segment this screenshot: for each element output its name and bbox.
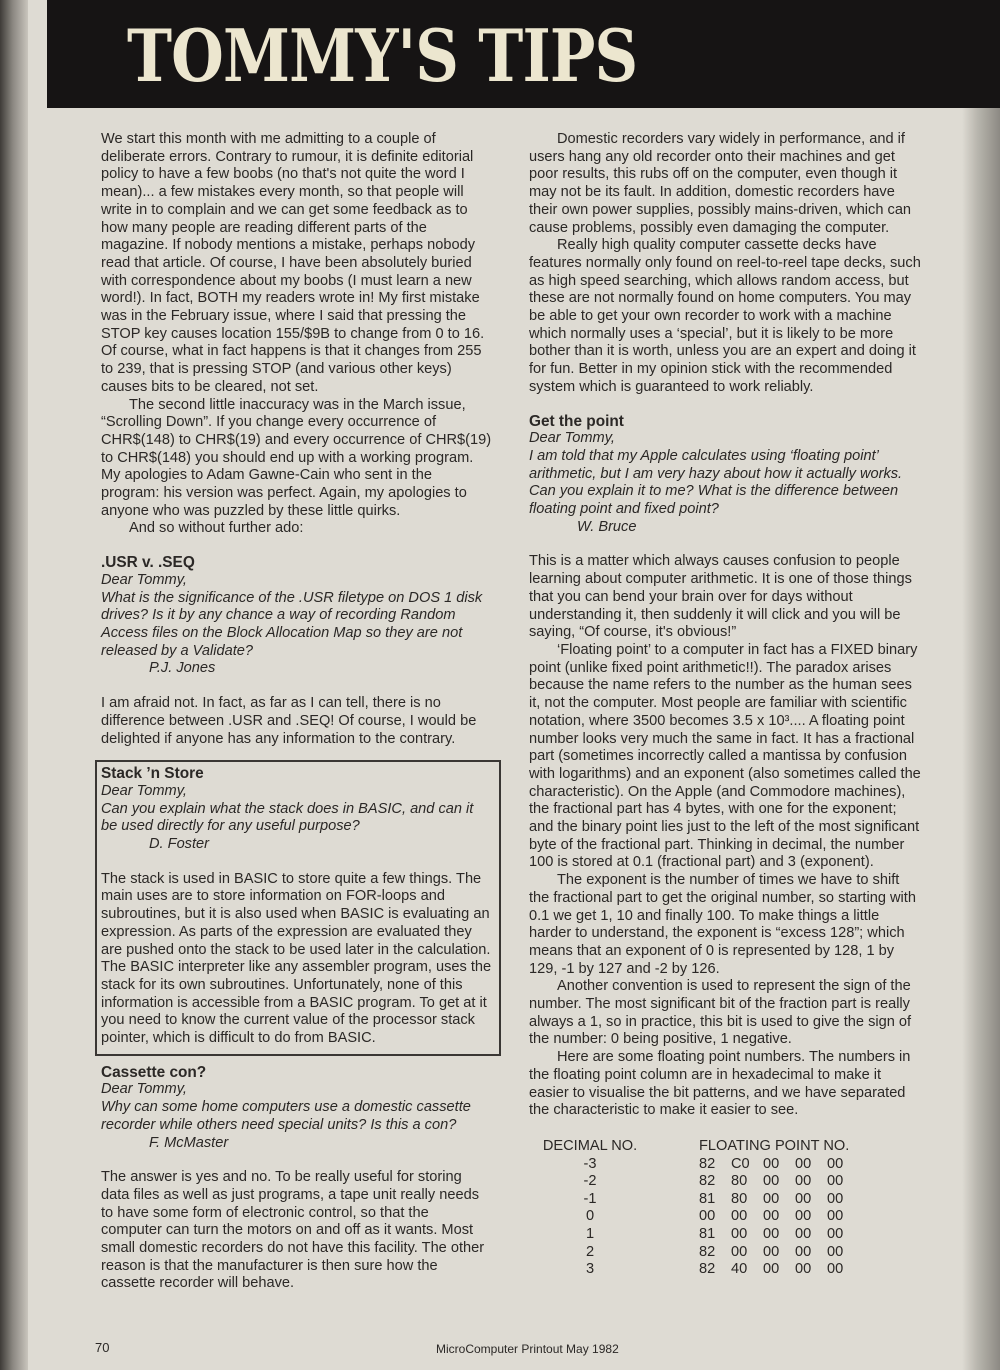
column-header: DECIMAL NO.	[542, 1137, 638, 1154]
hex-byte-cell: 00	[763, 1243, 780, 1260]
table-row	[529, 1156, 859, 1174]
hex-byte-cell: 00	[763, 1261, 780, 1278]
cassette-letter-section	[101, 1064, 493, 1293]
reader-signature: D. Foster	[149, 836, 210, 853]
decimal-cell: 3	[585, 1261, 595, 1278]
hex-byte-cell: 00	[795, 1208, 812, 1225]
hex-byte-cell: 00	[827, 1225, 844, 1242]
table-header-row	[529, 1138, 859, 1156]
hex-byte-cell: 00	[827, 1208, 844, 1225]
answer-paragraph: Another convention is used to represent the sign of the number. The most significant bit of the fraction part is really always a 1, so in practice, this bit is used to give the sign of the number: 0 being positive, 1 negative.	[529, 978, 912, 1048]
hex-byte-cell: 80	[731, 1173, 748, 1190]
reader-question: Can you explain what the stack does in BASIC, and can it be used directly for any useful purpose?	[101, 800, 474, 835]
hex-byte-cell: 81	[699, 1190, 716, 1207]
decimal-cell: -1	[583, 1190, 597, 1207]
table-row	[529, 1226, 859, 1244]
hex-byte-cell: 00	[763, 1173, 780, 1190]
hex-byte-cell: 82	[699, 1243, 716, 1260]
section-heading: Get the point	[529, 412, 624, 430]
hex-byte-cell: 00	[763, 1225, 780, 1242]
magazine-credit: MicroComputer Printout May 1982	[436, 1342, 619, 1356]
hex-byte-cell: 00	[827, 1173, 844, 1190]
answer-paragraph: The answer is yes and no. To be really useful for storing data files as well as just programs, a tape unit really needs to have some form of electronic control, so that the computer can turn the motors on and off as it wants. Most small domestic recorders do not have this facility. The other reason is that the manufacturer is then sure how the cassette recorder will behave.	[101, 1169, 485, 1292]
intro-paragraph: The second little inaccuracy was in the March issue, “Scrolling Down”. If you change every occurrence of CHR$(148) to CHR$(19) and every occurrence of CHR$(19) to CHR$(148) you should end up with a working program. My apologies to Adam Gawne-Cain who sent in the program: his version was perfect. Again, my apologies to anyone who was puzzled by these little quirks.	[101, 396, 492, 519]
hex-byte-cell: 00	[795, 1261, 812, 1278]
table-row	[529, 1244, 859, 1262]
section-heading: .USR v. .SEQ	[101, 554, 195, 572]
answer-paragraph: The stack is used in BASIC to store quite a few things. The main uses are to store information on FOR-loops and subroutines, but it is also used when BASIC is evaluating an expression. As parts of the expression are evaluated they are pushed onto the stack to be used later in the calculation. The BASIC interpreter like any assembler program, uses the stack for its own subroutines. Unfortunately, none of this information is accessible from a BASIC program. To get at it you need to know the current value of the processor stack pointer, which is difficult to do from BASIC.	[101, 870, 492, 1047]
header-banner	[47, 0, 1000, 108]
reader-signature: W. Bruce	[577, 518, 637, 535]
hex-byte-cell: 00	[699, 1208, 716, 1225]
hex-byte-cell: 81	[699, 1225, 716, 1242]
hex-byte-cell: 00	[795, 1225, 812, 1242]
floating-point-table	[529, 1138, 859, 1279]
answer-paragraph: Really high quality computer cassette decks have features normally only found on reel-to-reel tape decks, such as high speed searching, which allows random access, but these are not normally found on home computers. You may be able to get your own recorder to work with a machine which normally uses a ‘special’, but it is likely to be more bother than it is worth, unless you are an expert and doing it for fun. Better in my opinion stick with the recommended system which is guaranteed to work reliably.	[529, 237, 921, 395]
answer-paragraph: Domestic recorders vary widely in performance, and if users hang any old recorder onto their machines and get poor results, this rubs off on the computer, even though it may not be its fault. In addition, domestic recorders have their own power supplies, possibly mains-driven, which can cause problems, possibly even damaging the computer.	[529, 131, 912, 236]
usr-letter-section	[101, 554, 493, 748]
reader-question: What is the significance of the .USR filetype on DOS 1 disk drives? Is it by any chance a way of recording Random Access files on the Block Allocation Map so they are not released by a Validate?	[101, 589, 483, 659]
table-row	[529, 1191, 859, 1209]
intro-paragraph: And so without further ado:	[129, 520, 304, 537]
hex-byte-cell: 82	[699, 1173, 716, 1190]
decimal-cell: 1	[585, 1225, 595, 1242]
reader-question: Why can some home computers use a domestic cassette recorder while others need special units? Is this a con?	[101, 1099, 471, 1133]
table-row	[529, 1261, 859, 1279]
salutation: Dear Tommy,	[101, 1081, 187, 1098]
hex-byte-cell: 00	[827, 1243, 844, 1260]
salutation: Dear Tommy,	[529, 430, 615, 447]
salutation: Dear Tommy,	[101, 571, 187, 588]
section-heading: Stack ’n Store	[101, 765, 204, 783]
hex-byte-cell: 00	[827, 1190, 844, 1207]
hex-byte-cell: 00	[795, 1155, 812, 1172]
page-edge-shadow	[962, 0, 1000, 1370]
decimal-cell: 0	[585, 1208, 595, 1225]
hex-byte-cell: 00	[763, 1190, 780, 1207]
right-column	[529, 131, 923, 1279]
hex-byte-cell: 82	[699, 1155, 716, 1172]
answer-paragraph: The exponent is the number of times we have to shift the fractional part to get the original number, so starting with 0.1 we get 1, 10 and finally 100. To make things a little harder to understand, the exponent is “excess 128”; which means that an exponent of 0 is represented by 128, 1 by 129, -1 by 127 and -2 by 126.	[529, 872, 916, 977]
decimal-cell: 2	[585, 1243, 595, 1260]
section-heading: Cassette con?	[101, 1063, 207, 1081]
hex-byte-cell: 40	[731, 1261, 748, 1278]
hex-byte-cell: 00	[827, 1261, 844, 1278]
page-number: 70	[95, 1340, 110, 1355]
answer-paragraph: ‘Floating point’ to a computer in fact has a FIXED binary point (unlike fixed point arithmetic!!). The paradox arises because the name refers to the number as the human sees it, not the computer. Most people are familiar with scientific notation, where 3500 becomes 3.5 x 10³.... A floating point number looks very much the same in fact. It has a fractional part (sometimes incorrectly called a mantissa by confusion with logarithms) and an exponent (also sometimes called the characteristic). On the Apple (and Commodore machines), the fractional part has 4 bytes, with one for the exponent; and the binary point lies just to the left of the most significant byte of the fractional part. Thinking in decimal, the number 100 is stored at 0.1 (fractional part) and 3 (exponent).	[529, 641, 921, 871]
hex-byte-cell: 00	[795, 1173, 812, 1190]
hex-byte-cell: C0	[731, 1155, 750, 1172]
hex-byte-cell: 82	[699, 1261, 716, 1278]
table-row	[529, 1208, 859, 1226]
reader-signature: P.J. Jones	[149, 660, 216, 677]
column-header: FLOATING POINT NO.	[699, 1137, 850, 1154]
decimal-cell: -3	[583, 1155, 597, 1172]
hex-byte-cell: 00	[795, 1190, 812, 1207]
reader-signature: F. McMaster	[149, 1134, 229, 1151]
page-title: TOMMY'S TIPS	[127, 13, 638, 98]
hex-byte-cell: 00	[731, 1208, 748, 1225]
hex-byte-cell: 00	[827, 1155, 844, 1172]
hex-byte-cell: 00	[731, 1243, 748, 1260]
stack-letter-box	[95, 760, 501, 1056]
point-letter-section	[529, 413, 923, 1120]
left-column	[101, 131, 493, 1293]
answer-paragraph: I am afraid not. In fact, as far as I can tell, there is no difference between .USR and .SEQ! Of course, I would be delighted if anyone has any information to the contrary.	[101, 695, 477, 747]
intro-paragraph: We start this month with me admitting to a couple of deliberate errors. Contrary to rumour, it is definite editorial policy to have a few boobs (no that's not quite the word I mean)... a few mistakes every month, so that people will write in to complain and we can get some feedback as to how many people are reading different parts of the magazine. If nobody mentions a mistake, perhaps nobody read that article. Of course, I have been absolutely buried with correspondence about my boobs (I must learn a new word!). In fact, BOTH my readers wrote in! My first mistake was in the February issue, where I said that pressing the STOP key causes location 155/$9B to change from 0 to 16. Of course, what in fact happens is that it changes from 255 to 239, that is pressing STOP (and various other keys) causes bits to be cleared, not set.	[101, 131, 485, 395]
salutation: Dear Tommy,	[101, 782, 187, 799]
decimal-cell: -2	[583, 1173, 597, 1190]
hex-byte-cell: 00	[763, 1208, 780, 1225]
table-row	[529, 1173, 859, 1191]
hex-byte-cell: 00	[795, 1243, 812, 1260]
answer-paragraph: Here are some floating point numbers. The numbers in the floating point column are in hexadecimal to make it easier to visualise the bit patterns, and we have separated the characteristic to make it easier to see.	[529, 1049, 911, 1119]
hex-byte-cell: 80	[731, 1190, 748, 1207]
reader-question: I am told that my Apple calculates using ‘floating point’ arithmetic, but I am very hazy about how it actually works. Can you explain it to me? What is the difference between floating point and fixed point?	[529, 447, 903, 518]
page-spine-shadow	[0, 0, 28, 1370]
hex-byte-cell: 00	[731, 1225, 748, 1242]
hex-byte-cell: 00	[763, 1155, 780, 1172]
answer-paragraph: This is a matter which always causes confusion to people learning about computer arithmetic. It is one of those things that you can bend your brain over for days without understanding it, then suddenly it will click and you will be saying, “Of course, it's obvious!”	[529, 553, 912, 641]
